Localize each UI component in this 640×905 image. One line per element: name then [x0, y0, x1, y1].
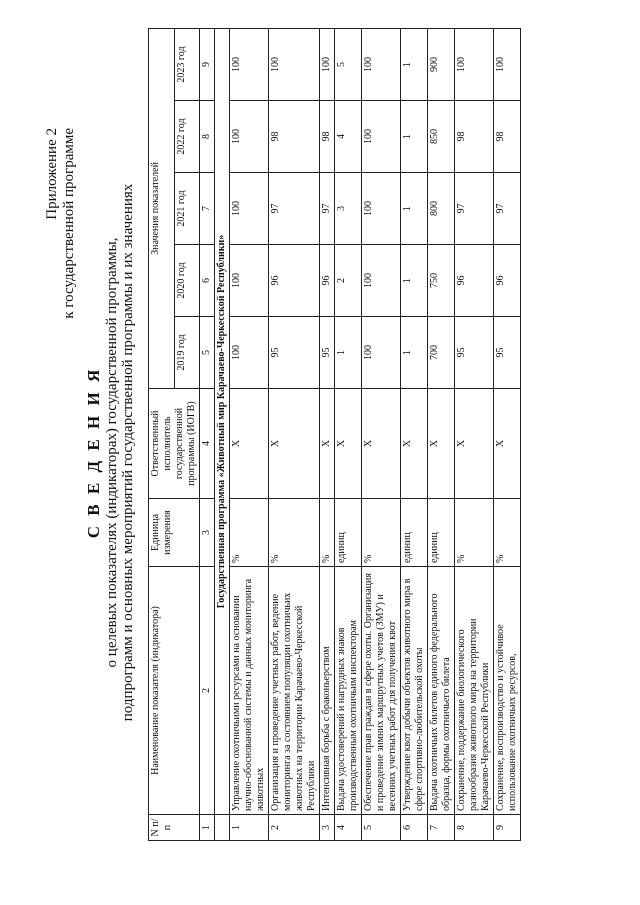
column-number: 9 [200, 28, 215, 100]
value-cell: 1 [335, 317, 362, 389]
column-number: 1 [200, 815, 215, 841]
table-row [269, 28, 320, 840]
unit-cell: единиц [401, 499, 428, 567]
value-cell: 1 [401, 245, 428, 317]
value-cell: 4 [335, 101, 362, 173]
document-subtitle-line-2: подпрограмм и основных мероприятий государственной программы и их значениях [120, 183, 136, 722]
header-executor: Ответственный исполнитель государственной программы (ИОГВ) [149, 389, 200, 499]
value-cell: 1 [401, 28, 428, 100]
value-cell: 1 [401, 173, 428, 245]
value-cell: 100 [230, 28, 269, 100]
row-number: 8 [455, 815, 494, 841]
column-number: 2 [200, 567, 215, 815]
executor-cell: X [455, 389, 494, 499]
header-unit: Единица измерения [149, 499, 200, 567]
value-cell: 100 [269, 28, 320, 100]
value-cell: 97 [455, 173, 494, 245]
value-cell: 96 [320, 245, 335, 317]
column-number: 5 [200, 317, 215, 389]
value-cell: 95 [320, 317, 335, 389]
unit-cell: % [455, 499, 494, 567]
unit-cell: % [230, 499, 269, 567]
executor-cell: X [362, 389, 401, 499]
indicator-name: Управление охотничьими ресурсами на основании научно-обоснованной системы и данных мониторинга животных [230, 567, 269, 815]
indicator-name: Организация и проведение учетных работ, ведение мониторинга за состоянием популяции охотничьих животных на территории Карачаево-Черкесской Республики [269, 567, 320, 815]
indicator-name: Обеспечение прав граждан в сфере охоты. Организация и проведение зимних маршрутных учетов (ЗМУ) и весенних учетных работ для получения квот [362, 567, 401, 815]
table-row [494, 28, 521, 840]
column-number: 8 [200, 101, 215, 173]
indicator-name: Выдача удостоверений и нагрудных знаков производственным охотничьим инспекторам [335, 567, 362, 815]
header-num: N п/п [149, 815, 200, 841]
row-number: 6 [401, 815, 428, 841]
row-number: 1 [230, 815, 269, 841]
value-cell: 1 [401, 101, 428, 173]
row-number: 5 [362, 815, 401, 841]
header-year: 2020 год [174, 245, 200, 317]
appendix-line-1: Приложение 2 [44, 128, 60, 220]
executor-cell: X [269, 389, 320, 499]
table-row [230, 28, 269, 840]
unit-cell: % [362, 499, 401, 567]
column-number-row [200, 28, 215, 840]
value-cell: 3 [335, 173, 362, 245]
executor-cell: X [320, 389, 335, 499]
value-cell: 100 [362, 101, 401, 173]
value-cell: 97 [494, 173, 521, 245]
value-cell: 2 [335, 245, 362, 317]
indicator-name: Сохранение, поддержание биологического разнообразия животного мира на территории Карачаево-Черкесской Республики [455, 567, 494, 815]
value-cell: 1 [401, 317, 428, 389]
value-cell: 98 [269, 101, 320, 173]
value-cell: 750 [428, 245, 455, 317]
table-row [335, 28, 362, 840]
value-cell: 100 [320, 28, 335, 100]
unit-cell: единиц [428, 499, 455, 567]
row-number: 4 [335, 815, 362, 841]
value-cell: 700 [428, 317, 455, 389]
executor-cell: X [494, 389, 521, 499]
value-cell: 97 [269, 173, 320, 245]
row-number: 3 [320, 815, 335, 841]
value-cell: 100 [362, 28, 401, 100]
row-number: 2 [269, 815, 320, 841]
document-subtitle-line-1: о целевых показателях (индикаторах) государственной программы, [104, 237, 120, 668]
unit-cell: % [320, 499, 335, 567]
value-cell: 100 [362, 173, 401, 245]
header-year: 2022 год [174, 101, 200, 173]
value-cell: 95 [269, 317, 320, 389]
table-row [362, 28, 401, 840]
column-number: 6 [200, 245, 215, 317]
value-cell: 5 [335, 28, 362, 100]
executor-cell: X [335, 389, 362, 499]
value-cell: 96 [269, 245, 320, 317]
value-cell: 96 [494, 245, 521, 317]
table-row [401, 28, 428, 840]
value-cell: 850 [428, 101, 455, 173]
value-cell: 100 [362, 245, 401, 317]
program-title-row [215, 28, 230, 840]
value-cell: 100 [494, 28, 521, 100]
executor-cell: X [230, 389, 269, 499]
column-number: 7 [200, 173, 215, 245]
table-row [320, 28, 335, 840]
unit-cell: % [494, 499, 521, 567]
column-number: 3 [200, 499, 215, 567]
row-number: 9 [494, 815, 521, 841]
value-cell: 100 [455, 28, 494, 100]
value-cell: 97 [320, 173, 335, 245]
value-cell: 95 [494, 317, 521, 389]
row-number: 7 [428, 815, 455, 841]
unit-cell: единиц [335, 499, 362, 567]
table-row [428, 28, 455, 840]
value-cell: 900 [428, 28, 455, 100]
value-cell: 100 [230, 101, 269, 173]
appendix-note [44, 128, 78, 319]
document-title: С В Е Д Е Н И Я [84, 366, 103, 539]
program-title: Государственная программа «Животный мир Карачаево-Черкесской Республики» [215, 28, 230, 814]
value-cell: 100 [230, 173, 269, 245]
header-values-group: Значения показателей [149, 28, 175, 388]
indicator-name: Сохранение, воспроизводство и устойчивое использование охотничьих ресурсов, [494, 567, 521, 815]
value-cell: 100 [362, 317, 401, 389]
indicators-table [148, 28, 521, 841]
header-year: 2019 год [174, 317, 200, 389]
header-year: 2021 год [174, 173, 200, 245]
value-cell: 100 [230, 245, 269, 317]
indicator-name: Интенсивная борьба с браконьерством [320, 567, 335, 815]
table-row [455, 28, 494, 840]
unit-cell: % [269, 499, 320, 567]
appendix-line-2: к государственной программе [61, 128, 77, 319]
executor-cell: X [428, 389, 455, 499]
indicator-name: Утверждение квот добычи объектов животного мира в сфере спортивно-любительской охоты [401, 567, 428, 815]
value-cell: 800 [428, 173, 455, 245]
value-cell: 96 [455, 245, 494, 317]
column-number: 4 [200, 389, 215, 499]
value-cell: 95 [455, 317, 494, 389]
value-cell: 98 [494, 101, 521, 173]
executor-cell: X [401, 389, 428, 499]
value-cell: 98 [455, 101, 494, 173]
indicator-name: Выдача охотничьих билетов единого федерального образца, формы охотничьего билета [428, 567, 455, 815]
value-cell: 100 [230, 317, 269, 389]
header-year: 2023 год [174, 28, 200, 100]
header-row-1 [149, 28, 175, 840]
program-title-empty-cell [215, 815, 230, 841]
header-name: Наименование показателя (индикатора) [149, 567, 200, 815]
value-cell: 98 [320, 101, 335, 173]
